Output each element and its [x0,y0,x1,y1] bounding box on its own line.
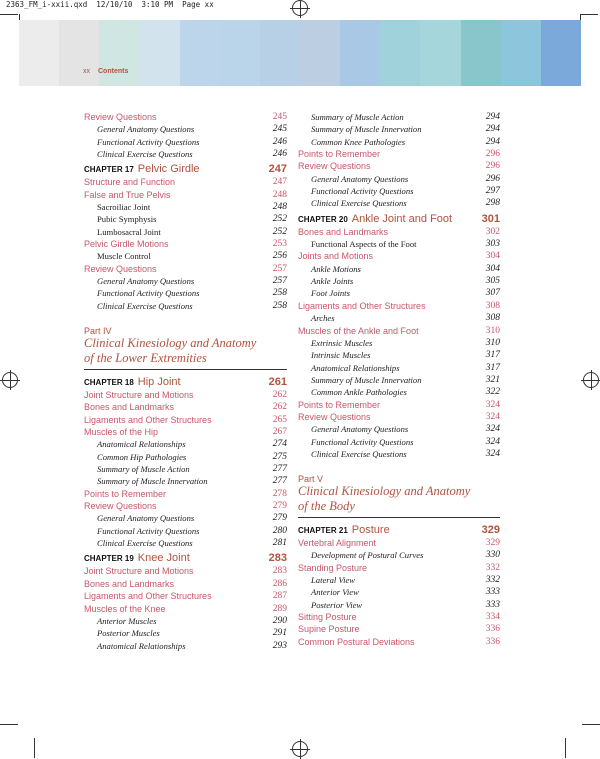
page-ref: 262 [272,390,287,400]
chapter-entry[interactable] [84,552,287,566]
entry-title: Anatomical Relationships [97,640,186,651]
toc-entry[interactable] [298,288,500,300]
entry-title: False and True Pelvis [84,189,171,200]
page-ref: 308 [485,313,500,324]
entry-title: Standing Posture [298,562,368,573]
entry-title: General Anatomy Questions [311,173,409,184]
toc-entry[interactable] [84,501,287,513]
toc-entry[interactable] [84,264,287,276]
entry-title: Clinical Exercise Questions [97,149,193,160]
toc-entry[interactable] [298,137,500,149]
color-band [340,20,380,86]
toc-entry[interactable] [298,538,500,550]
entry-title: Review Questions [84,501,157,512]
entry-title: Muscles of the Knee [84,603,166,614]
page-ref: 296 [485,173,500,184]
entry-title: Extrinsic Muscles [311,337,373,348]
chapter-title [298,213,452,225]
entry-title: Ankle Joints [311,276,354,287]
toc-entry[interactable] [298,149,500,161]
page-ref: 247 [272,177,287,188]
entry-title: Muscles of the Ankle and Foot [298,325,419,336]
chapter-number: CHAPTER 19 [84,554,134,564]
color-band [420,20,460,86]
toc-entry[interactable] [84,137,287,149]
entry-title: Joint Structure and Motions [84,566,194,577]
entry-title: Summary of Muscle Innervation [311,124,422,135]
entry-title: Functional Activity Questions [97,525,200,536]
entry-title: Sacroiliac Joint [97,202,151,213]
page-ref: 252 [272,226,287,237]
toc-entry[interactable] [298,326,500,338]
toc-entry[interactable] [298,624,500,636]
chapter-title [84,376,181,388]
running-title: Contents [98,68,129,75]
color-band [19,20,59,86]
entry-title: Ankle Motions [311,263,361,274]
page-ref: 324 [485,411,500,422]
page-ref: 281 [272,538,287,549]
toc-entry[interactable] [84,288,287,300]
toc-column-right-top [298,112,500,461]
page-ref: 317 [485,350,500,361]
toc-entry[interactable] [298,437,500,449]
toc-entry[interactable] [298,313,500,325]
toc-entry[interactable] [298,276,500,288]
entry-title: Common Hip Pathologies [97,451,187,462]
page-ref: 257 [272,276,287,287]
toc-entry[interactable] [298,198,500,210]
toc-entry[interactable] [298,400,500,412]
toc-entry[interactable] [84,628,287,640]
toc-column-left-bottom [84,374,287,653]
entry-title: Ligaments and Other Structures [84,414,212,425]
entry-title: Points to Remember [298,399,381,410]
page-ref: 257 [272,263,287,274]
toc-column-left-top [84,112,287,313]
crop-mark [580,14,598,15]
color-band [139,20,179,86]
crop-mark [34,738,35,758]
page-ref: 283 [272,566,287,577]
entry-title: Functional Activity Questions [97,136,200,147]
page-ref: 332 [485,562,500,573]
registration-target-icon [583,372,599,388]
page-ref: 245 [272,112,287,122]
page-ref: 317 [485,362,500,373]
entry-title: Functional Activity Questions [311,436,414,447]
page-ref: 329 [485,538,500,548]
entry-title: Functional Aspects of the Foot [311,239,417,250]
entry-title: Foot Joints [311,288,350,299]
page-ref: 333 [485,599,500,610]
toc-entry[interactable] [84,513,287,525]
toc-entry[interactable] [298,587,500,599]
toc-column-right-bottom [298,522,500,649]
page-ref: 310 [485,337,500,348]
toc-entry[interactable] [298,424,500,436]
entry-title: Summary of Muscle Innervation [311,374,422,385]
page-ref: 277 [272,476,287,487]
toc-entry[interactable] [298,264,500,276]
page-ref: 253 [272,239,287,250]
page-ref: 267 [272,427,287,438]
entry-title: Joint Structure and Motions [84,390,194,400]
entry-title: Vertebral Alignment [298,538,377,548]
page-ref: 324 [485,448,500,459]
toc-entry[interactable] [84,579,287,591]
toc-entry[interactable] [298,338,500,350]
page-ref: 296 [485,161,500,172]
crop-mark [0,724,18,725]
toc-entry[interactable] [84,190,287,202]
entry-title: Sitting Posture [298,612,357,623]
toc-entry[interactable] [298,112,500,124]
page-ref: 332 [485,575,500,586]
entry-title: Anatomical Relationships [311,362,400,373]
page-ref: 310 [485,325,500,336]
entry-title: Bones and Landmarks [84,402,175,413]
entry-title: Clinical Exercise Questions [97,538,193,549]
entry-title: Points to Remember [298,149,381,160]
chapter-name: Hip Joint [137,376,181,388]
page-ref: 246 [272,149,287,160]
toc-entry[interactable] [298,227,500,239]
page-ref: 294 [485,124,500,135]
chapter-entry[interactable] [84,376,287,390]
page-ref: 245 [272,124,287,135]
color-band [220,20,260,86]
color-band [99,20,139,86]
entry-title: Anterior View [311,587,359,598]
page-number: xx [83,68,90,75]
page-ref: 304 [485,263,500,274]
page-ref: 279 [272,513,287,524]
part-rule [298,517,500,518]
page-ref: 301 [481,212,500,225]
page-ref: 252 [272,214,287,225]
page-ref: 265 [272,414,287,425]
page-ref: 302 [485,226,500,237]
page-ref: 289 [272,603,287,614]
part-rule [84,369,287,370]
toc-entry[interactable] [298,186,500,198]
crop-mark [0,14,18,15]
toc-entry[interactable] [298,239,500,251]
page-ref: 303 [485,239,500,250]
toc-entry[interactable] [298,449,500,461]
toc-entry[interactable] [84,489,287,501]
toc-entry[interactable] [84,124,287,136]
entry-title: General Anatomy Questions [97,124,195,135]
entry-title: Ligaments and Other Structures [298,300,426,311]
page-ref: 307 [485,288,500,299]
entry-title: Posterior View [311,599,363,610]
toc-entry[interactable] [298,387,500,399]
toc-entry[interactable] [84,402,287,414]
toc-entry[interactable] [298,612,500,624]
color-band [260,20,300,86]
page-ref: 278 [272,488,287,499]
page-ref: 296 [485,149,500,160]
color-band [541,20,581,86]
page-ref: 261 [268,376,287,388]
entry-title: Clinical Exercise Questions [311,448,407,459]
entry-title: General Anatomy Questions [97,513,195,524]
entry-title: Development of Postural Curves [311,550,424,561]
color-band [59,20,99,86]
entry-title: Joints and Motions [298,251,374,262]
entry-title: Functional Activity Questions [311,186,414,197]
entry-title: Ligaments and Other Structures [84,591,212,602]
chapter-number: CHAPTER 20 [298,214,348,224]
page-ref: 330 [485,550,500,561]
color-band [461,20,501,86]
toc-entry[interactable] [84,112,287,124]
entry-title: Functional Activity Questions [97,288,200,299]
color-band-header [19,20,581,86]
page-ref: 298 [485,198,500,209]
entry-title: Posterior Muscles [97,628,160,639]
page-ref: 308 [485,300,500,311]
page-ref: 324 [485,399,500,410]
chapter-entry[interactable] [298,524,500,538]
chapter-name: Pelvic Girdle [137,163,200,176]
page-ref: 286 [272,578,287,589]
registration-target-icon [2,372,18,388]
chapter-name: Ankle Joint and Foot [351,212,453,225]
part-title-line-1: Clinical Kinesiology and Anatomy [298,484,471,498]
entry-title: Points to Remember [84,488,167,499]
chapter-title [298,524,390,536]
entry-title: Review Questions [298,411,371,422]
chapter-entry[interactable] [298,213,500,227]
toc-entry[interactable] [298,375,500,387]
entry-title: Lateral View [311,575,356,586]
color-band [300,20,340,86]
page-ref: 324 [485,436,500,447]
entry-title: Common Ankle Pathologies [311,387,407,398]
page-ref: 274 [272,439,287,450]
registration-target-icon [292,0,308,16]
entry-title: Muscles of the Hip [84,427,159,438]
page-ref: 258 [272,300,287,311]
crop-mark [582,724,600,725]
page-ref: 283 [268,552,287,565]
toc-entry[interactable] [84,177,287,189]
color-band [501,20,541,86]
entry-title: Anterior Muscles [97,615,157,626]
page-ref: 248 [272,202,287,213]
page-ref: 279 [272,501,287,512]
part-title-line-1: Clinical Kinesiology and Anatomy [84,336,257,350]
part-v-heading [298,474,500,518]
part-label: Part V [298,474,324,484]
toc-entry[interactable] [298,412,500,424]
entry-title: General Anatomy Questions [311,424,409,435]
toc-entry[interactable] [298,301,500,313]
toc-entry[interactable] [84,202,287,214]
page-ref: 258 [272,288,287,299]
page-ref: 333 [485,587,500,598]
page-ref: 277 [272,464,287,475]
entry-title: Common Postural Deviations [298,636,415,647]
entry-title: Lumbosacral Joint [97,226,161,237]
entry-title: Common Knee Pathologies [311,136,406,147]
entry-title: Summary of Muscle Action [311,112,404,122]
registration-target-icon [292,741,308,757]
chapter-name: Posture [351,524,390,536]
entry-title: Review Questions [84,112,157,122]
page-ref: 293 [272,640,287,651]
color-band [380,20,420,86]
page-ref: 305 [485,276,500,287]
page-ref: 290 [272,615,287,626]
toc-entry[interactable] [84,149,287,161]
entry-title: Clinical Exercise Questions [97,300,193,311]
entry-title: Summary of Muscle Action [97,464,190,475]
page-ref: 329 [481,524,500,536]
toc-entry[interactable] [84,439,287,451]
entry-title: Intrinsic Muscles [311,350,371,361]
toc-entry[interactable] [298,251,500,263]
page-ref: 297 [485,186,500,197]
toc-entry[interactable] [298,600,500,612]
entry-title: Pelvic Girdle Motions [84,239,169,250]
part-label: Part IV [84,326,112,336]
entry-title: Muscle Control [97,251,151,262]
entry-title: Structure and Function [84,177,176,188]
toc-entry[interactable] [84,566,287,578]
toc-entry[interactable] [298,124,500,136]
toc-entry[interactable] [298,363,500,375]
toc-entry[interactable] [84,251,287,263]
toc-entry[interactable] [298,637,500,649]
toc-entry[interactable] [84,452,287,464]
entry-title: Supine Posture [298,624,360,635]
print-slug: 2363_FM_i-xxii.qxd 12/10/10 3:10 PM Page xx [6,0,214,9]
page-ref: 324 [485,424,500,435]
page-ref: 275 [272,451,287,462]
running-header [83,68,128,75]
page-ref: 294 [485,136,500,147]
page-ref: 336 [485,624,500,635]
toc-entry[interactable] [84,616,287,628]
part-title-line-2: of the Lower Extremities [84,351,207,365]
page-ref: 336 [485,636,500,647]
page-ref: 247 [268,163,287,176]
page-ref: 248 [272,189,287,200]
toc-entry[interactable] [298,563,500,575]
toc-entry[interactable] [84,464,287,476]
toc-entry[interactable] [298,350,500,362]
chapter-title [84,163,200,175]
chapter-title [84,552,190,564]
entry-title: Anatomical Relationships [97,439,186,450]
toc-entry[interactable] [84,591,287,603]
toc-entry[interactable] [298,550,500,562]
toc-entry[interactable] [84,427,287,439]
toc-entry[interactable] [84,415,287,427]
page-ref: 262 [272,402,287,413]
toc-entry[interactable] [84,276,287,288]
toc-entry[interactable] [84,476,287,488]
part-iv-heading [84,326,287,370]
part-title-line-2: of the Body [298,499,355,513]
page-ref: 280 [272,525,287,536]
page-ref: 304 [485,251,500,262]
toc-entry[interactable] [84,227,287,239]
page-ref: 287 [272,591,287,602]
page-ref: 294 [485,112,500,122]
toc-entry[interactable] [84,390,287,402]
chapter-number: CHAPTER 18 [84,378,134,387]
page-ref: 291 [272,628,287,639]
toc-entry[interactable] [84,604,287,616]
toc-entry[interactable] [298,174,500,186]
toc-entry[interactable] [84,214,287,226]
chapter-number: CHAPTER 17 [84,165,134,175]
entry-title: Review Questions [84,263,157,274]
entry-title: General Anatomy Questions [97,276,195,287]
toc-entry[interactable] [84,526,287,538]
toc-entry[interactable] [84,641,287,653]
chapter-number: CHAPTER 21 [298,526,348,535]
page-ref: 334 [485,612,500,623]
chapter-name: Knee Joint [137,552,190,565]
toc-entry[interactable] [298,575,500,587]
entry-title: Clinical Exercise Questions [311,198,407,209]
page-ref: 256 [272,251,287,262]
toc-entry[interactable] [84,239,287,251]
entry-title: Review Questions [298,161,371,172]
entry-title: Bones and Landmarks [84,578,175,589]
page-ref: 246 [272,136,287,147]
entry-title: Arches [311,313,335,324]
toc-entry[interactable] [84,538,287,550]
entry-title: Bones and Landmarks [298,226,389,237]
crop-mark [565,738,566,758]
toc-entry[interactable] [84,301,287,313]
page-ref: 321 [485,374,500,385]
chapter-entry[interactable] [84,163,287,177]
entry-title: Summary of Muscle Innervation [97,476,208,487]
entry-title: Pubic Symphysis [97,214,157,225]
page-ref: 322 [485,387,500,398]
color-band [180,20,220,86]
toc-entry[interactable] [298,161,500,173]
